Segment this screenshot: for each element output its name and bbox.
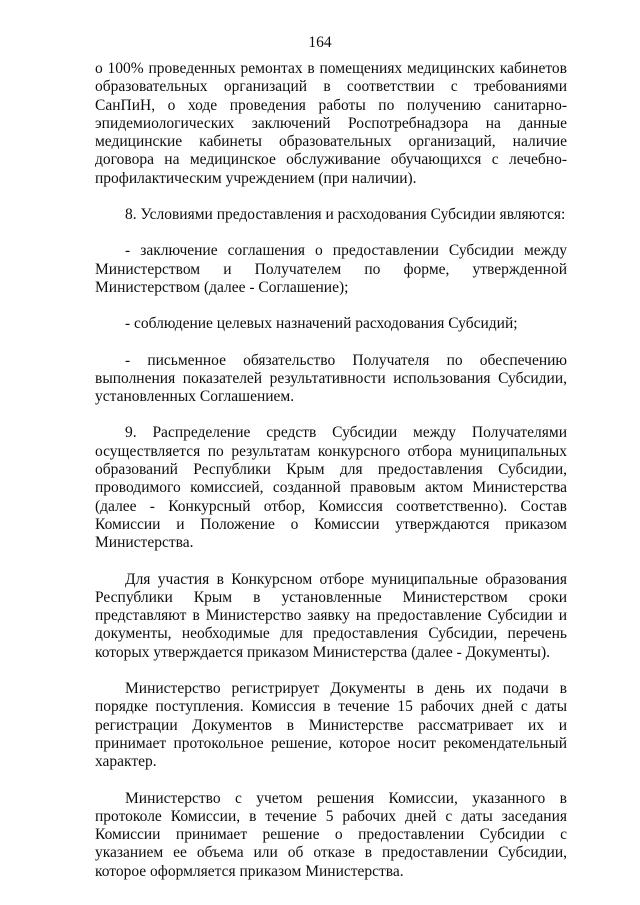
paragraph-written-obligation: - письменное обязательство Получателя по обеспечению выполнения показателей результативности использования Субсидии, установленных Соглашением. <box>95 351 567 406</box>
document-body <box>95 60 567 881</box>
paragraph-decision: Министерство с учетом решения Комиссии, указанного в протоколе Комиссии, в течение 5 рабочих дней с даты заседания Комиссии принимает решение о предоставлении Субсидии с указанием ее объема или об отказе в предоставлении Субсидии, которое оформляется приказом Министерства. <box>95 789 567 880</box>
paragraph-medical-cabinets: о 100% проведенных ремонтах в помещениях медицинских кабинетов образовательных организаций в соответствии с требованиями СанПиН, о ходе проведения работы по получению санитарно-эпидемиологических заключений Роспотребнадзора на данные медицинские кабинеты образовательных организаций, наличие договора на медицинское обслуживание обучающихся с лечебно-профилактическим учреждением (при наличии). <box>95 60 567 187</box>
paragraph-participation: Для участия в Конкурсном отборе муниципальные образования Республики Крым в установленные Министерством сроки представляют в Министерство заявку на предоставление Субсидии и документы, необходимые для предоставления Субсидии, перечень которых утверждается приказом Министерства (далее - Документы). <box>95 570 567 661</box>
page-number: 164 <box>308 34 332 51</box>
paragraph-distribution: 9. Распределение средств Субсидии между Получателями осуществляется по результатам конкурсного отбора муниципальных образований Республики Крым для предоставления Субсидии, проводимого комиссией, созданной правовым актом Министерства (далее - Конкурсный отбор, Комиссия соответственно). Состав Комиссии и Положение о Комиссии утверждаются приказом Министерства. <box>95 424 567 552</box>
paragraph-registration: Министерство регистрирует Документы в день их подачи в порядке поступления. Комиссия в течение 15 рабочих дней с даты регистрации Документов в Министерстве рассматривает их и принимает протокольное решение, которое носит рекомендательный характер. <box>95 680 567 771</box>
paragraph-conditions-heading: 8. Условиями предоставления и расходования Субсидии являются: <box>125 206 566 224</box>
paragraph-agreement: - заключение соглашения о предоставлении Субсидии между Министерством и Получателем по форме, утвержденной Министерством (далее - Соглашение); <box>95 242 567 296</box>
paragraph-target-use: - соблюдение целевых назначений расходования Субсидий; <box>125 315 518 333</box>
